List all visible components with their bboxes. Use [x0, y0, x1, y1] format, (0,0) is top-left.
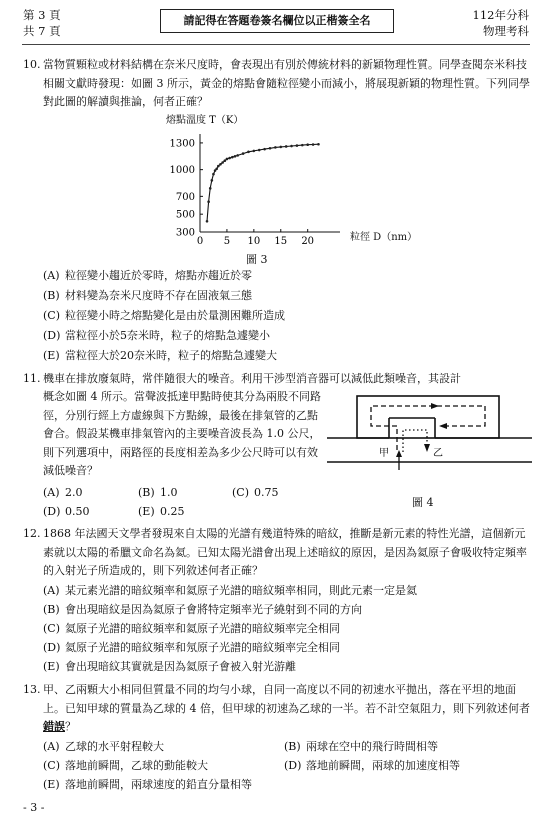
y-tick-label: 1000 — [169, 165, 195, 177]
data-point — [247, 151, 250, 154]
option-text: 氦原子光譜的暗紋頻率和氖原子光譜的暗紋頻率完全相同 — [65, 641, 340, 654]
upper-path-arrow-2 — [439, 423, 447, 429]
q13-option-e[interactable] — [43, 776, 252, 794]
option-label: (B) — [43, 603, 60, 616]
data-point — [285, 145, 288, 148]
option-text: 落地前瞬間，乙球的動能較大 — [65, 759, 208, 772]
data-point — [231, 156, 234, 159]
q12-option-e[interactable] — [43, 658, 296, 676]
option-label: (E) — [43, 349, 60, 362]
upper-dashed-path — [371, 406, 485, 450]
option-label: (C) — [43, 759, 60, 772]
option-text: 2.0 — [65, 486, 83, 499]
q10-option-a[interactable] — [43, 267, 252, 285]
option-text: 某元素光譜的暗紋頻率和氦原子光譜的暗紋頻率相同，則此元素一定是氦 — [65, 584, 417, 597]
q10-option-e[interactable] — [43, 347, 277, 365]
q12-option-b[interactable] — [43, 601, 362, 619]
y-tick-label: 700 — [175, 191, 195, 203]
option-label: (D) — [43, 329, 61, 342]
option-label: (C) — [232, 486, 249, 499]
data-point — [301, 144, 304, 147]
option-text: 當粒徑大於20奈米時，粒子的熔點急遽變大 — [65, 349, 277, 362]
lower-path-arrow — [424, 444, 430, 452]
upper-path-arrow — [431, 403, 439, 409]
option-label: (E) — [43, 660, 60, 673]
chart-x-axis-label: 粒徑 D（nm） — [350, 232, 418, 243]
x-tick-label: 0 — [196, 236, 204, 247]
option-text: 落地前瞬間，兩球速度的鉛直分量相等 — [65, 778, 252, 791]
q10-option-b[interactable] — [43, 287, 252, 305]
lower-dotted-path — [403, 430, 427, 452]
q12-option-d[interactable] — [43, 639, 340, 657]
option-label: (D) — [43, 641, 61, 654]
data-point — [226, 158, 229, 161]
data-point — [263, 148, 266, 151]
incoming-flow-arrow — [396, 450, 402, 457]
question-13-emphasis: 錯誤 — [43, 720, 65, 733]
signature-notice: 請記得在答題卷簽名欄位以正楷簽全名 — [160, 9, 394, 33]
option-label: (B) — [43, 289, 60, 302]
option-text: 0.50 — [65, 505, 90, 518]
x-tick-label: 15 — [274, 236, 288, 247]
option-label: (A) — [43, 486, 60, 499]
exam-subject: 物理考科 — [483, 24, 529, 38]
option-label: (A) — [43, 269, 60, 282]
option-text: 0.75 — [254, 486, 279, 499]
q13-option-a[interactable] — [43, 738, 164, 756]
option-text: 粒徑變小時之熔點變化是由於量測困難所造成 — [65, 309, 285, 322]
data-point — [211, 179, 214, 182]
chart-points — [206, 143, 320, 223]
data-point — [317, 143, 320, 146]
data-point — [296, 144, 299, 147]
question-13-stem: 甲、乙兩顆大小相同但質量不同的均勻小球，自同一高度以不同的初速水平拋出，落在平坦的地面上。已知甲球的質量為乙球的 4 倍，但甲球的初速為乙球的一半。若不計空氣阻力，則下列敘述何者 — [43, 683, 530, 715]
y-tick-label: 1300 — [169, 138, 195, 150]
data-point — [217, 165, 220, 168]
data-point — [242, 152, 245, 155]
option-text: 會出現暗紋是因為氦原子會將特定頻率光子繞射到不同的方向 — [65, 603, 362, 616]
question-10-text: 當物質顆粒或材料結構在奈米尺度時，會表現出有別於傳統材料的新穎物理性質。同學查閱奈米科技相關文獻時發現：如圖 3 所示，黃金的熔點會隨粒徑變小而減小，將展現新穎的物理性質。下列同學對此圖的解讀與推論，何者正確？ — [43, 58, 530, 108]
option-label: (C) — [43, 309, 60, 322]
point-a-label: 甲 — [379, 448, 389, 459]
option-text: 當粒徑小於5奈米時，粒子的熔點急遽變小 — [65, 329, 270, 342]
question-11-lead: 機車在排放廢氣時，常伴隨很大的噪音。利用干涉型消音器可以減低此類噪音，其設計 — [43, 372, 461, 385]
page-number: - 3 - — [23, 801, 45, 814]
q11-option-d[interactable] — [43, 503, 90, 521]
q12-option-a[interactable] — [43, 582, 417, 600]
question-10-number: 10. — [23, 58, 41, 71]
q13-option-d[interactable] — [284, 757, 460, 775]
option-text: 材料變為奈米尺度時不存在固液氣三態 — [65, 289, 252, 302]
option-text: 1.0 — [160, 486, 178, 499]
option-text: 會出現暗紋其實就是因為氦原子會被入射光游離 — [65, 660, 296, 673]
data-point — [206, 220, 209, 223]
y-tick-label: 500 — [175, 209, 195, 221]
option-text: 兩球在空中的飛行時間相等 — [306, 740, 438, 753]
option-label: (E) — [138, 505, 155, 518]
x-tick-label: 10 — [247, 236, 261, 247]
header-divider — [22, 44, 530, 45]
option-text: 落地前瞬間，兩球的加速度相等 — [306, 759, 460, 772]
q11-option-c[interactable] — [232, 484, 279, 502]
option-label: (D) — [43, 505, 61, 518]
option-text: 粒徑變小趨近於零時，熔點亦趨近於零 — [65, 269, 252, 282]
q10-option-d[interactable] — [43, 327, 270, 345]
option-label: (C) — [43, 622, 60, 635]
figure-4-caption: 圖 4 — [412, 496, 434, 509]
option-label: (E) — [43, 778, 60, 791]
data-point — [274, 146, 277, 149]
option-label: (B) — [138, 486, 155, 499]
data-point — [215, 167, 218, 170]
question-12-text: 1868 年法國天文學者發現來自太陽的光譜有幾道特殊的暗紋，推斷是新元素的特性光譜，這個新元素就以太陽的希臘文命名為氦。已知太陽光譜會出現上述暗紋的原因，是因為氦原子會吸收特定頻率的入射光子所造成的，則下列敘述何者正確？ — [43, 527, 527, 577]
data-point — [269, 147, 272, 150]
data-point — [253, 150, 256, 153]
muffler-chamber — [357, 396, 499, 438]
q11-option-b[interactable] — [138, 484, 178, 502]
x-tick-label: 5 — [223, 236, 231, 247]
page-current: 第 3 頁 — [23, 8, 61, 22]
q11-option-a[interactable] — [43, 484, 83, 502]
data-point — [212, 173, 215, 176]
option-label: (A) — [43, 740, 60, 753]
chart-y-ticks — [170, 138, 203, 238]
question-11-text: 概念如圖 4 所示。當聲波抵達甲點時使其分為兩股不同路徑，分別行經上方虛線與下方點線，最後在排氣管的乙點會合。假設某機車排氣管內的主要噪音波長為 1.0 公尺，則下列選項中，兩路徑的長度相差為多少公尺時可以有效減低噪音？ — [43, 390, 321, 477]
figure-3-caption: 圖 3 — [246, 253, 268, 266]
data-point — [223, 159, 226, 162]
figure-3-chart — [150, 112, 390, 272]
exam-year: 112年分科 — [472, 8, 529, 22]
figure-4-muffler-diagram — [327, 392, 532, 488]
q10-option-c[interactable] — [43, 307, 285, 325]
point-b-label: 乙 — [433, 448, 443, 459]
data-point — [234, 155, 237, 158]
page-total: 共 7 頁 — [23, 24, 61, 38]
data-point — [236, 154, 239, 157]
q13-option-b[interactable] — [284, 738, 438, 756]
x-tick-label: 20 — [301, 236, 315, 247]
question-11-number: 11. — [23, 372, 41, 385]
data-point — [209, 187, 212, 190]
question-13-number: 13. — [23, 683, 41, 696]
q13-option-c[interactable] — [43, 757, 208, 775]
chart-y-axis-label: 熔點溫度 T（K） — [166, 115, 244, 126]
data-point — [258, 149, 261, 152]
option-label: (A) — [43, 584, 60, 597]
trend-curve — [207, 144, 319, 221]
q12-option-c[interactable] — [43, 620, 340, 638]
option-text: 0.25 — [160, 505, 185, 518]
option-label: (D) — [284, 759, 302, 772]
data-point — [312, 143, 315, 146]
data-point — [306, 143, 309, 146]
data-point — [290, 145, 293, 148]
q11-option-e[interactable] — [138, 503, 185, 521]
data-point — [228, 157, 231, 160]
option-text: 氦原子光譜的暗紋頻率和氦原子光譜的暗紋頻率完全相同 — [65, 622, 340, 635]
question-13-text — [43, 681, 530, 737]
data-point — [207, 200, 210, 203]
question-12-number: 12. — [23, 527, 41, 540]
data-point — [221, 161, 224, 164]
option-text: 乙球的水平射程較大 — [65, 740, 164, 753]
option-label: (B) — [284, 740, 301, 753]
data-point — [219, 163, 222, 166]
y-tick-label: 300 — [175, 227, 195, 239]
question-13-end: ？ — [65, 720, 76, 733]
data-point — [279, 146, 282, 149]
